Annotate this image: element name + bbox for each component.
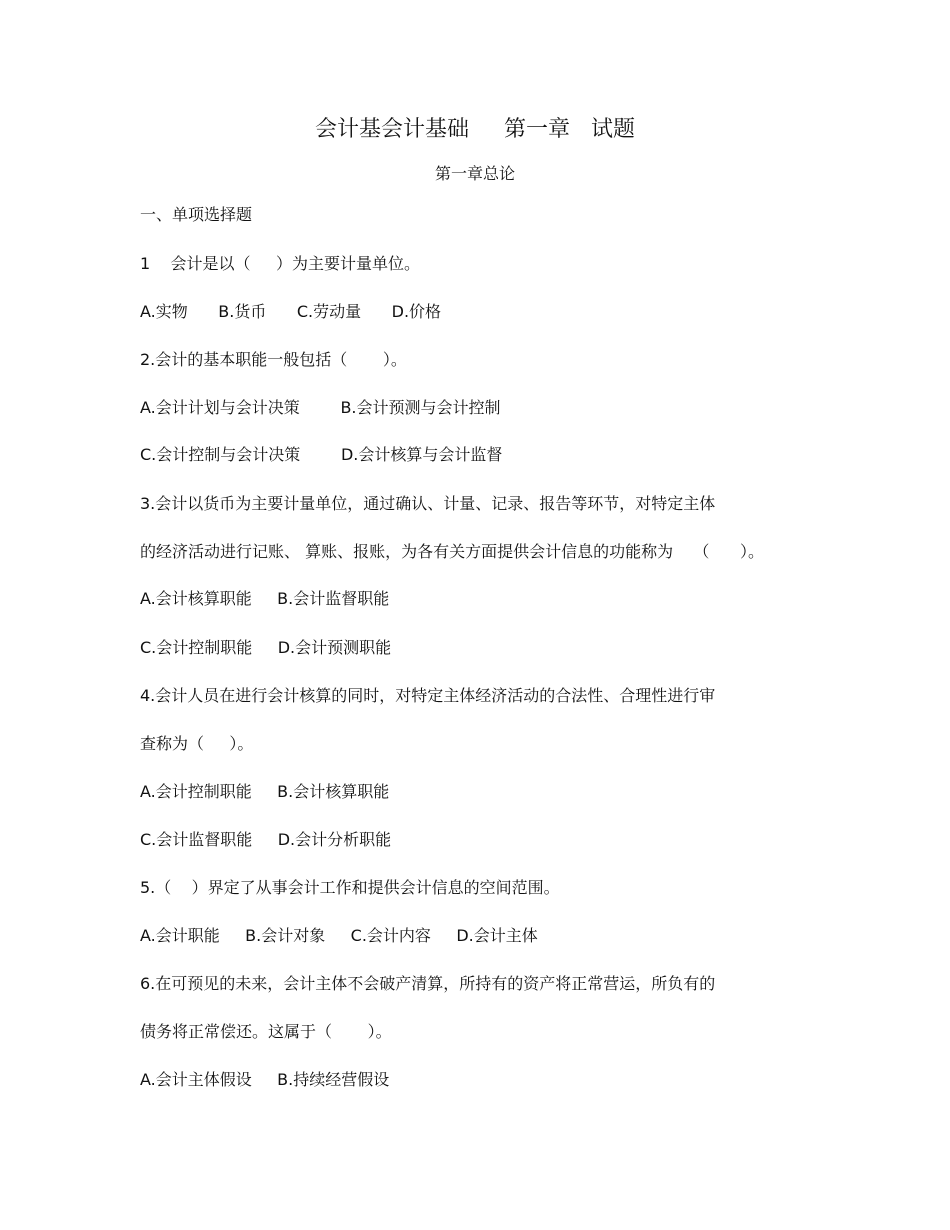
question-1: 1 会计是以（ ）为主要计量单位。 [140,254,420,273]
chapter-subtitle: 第一章总论 [434,164,515,183]
question-3-line-2: 的经济活动进行记账、 算账、报账，为各有关方面提供会计信息的功能称为 （ ）。 [140,542,764,561]
question-4-line-1: 4.会计人员在进行会计核算的同时，对特定主体经济活动的合法性、合理性进行审 [140,686,716,705]
question-6-line-2: 债务将正常偿还。这属于（ ）。 [140,1022,392,1041]
question-6-options: A.会计主体假设 B.持续经营假设 [140,1070,390,1089]
question-2-options-cd: C.会计控制与会计决策 D.会计核算与会计监督 [140,445,503,464]
question-4-options-cd: C.会计监督职能 D.会计分析职能 [140,830,392,849]
section-heading: 一、单项选择题 [140,205,253,224]
question-5-options: A.会计职能 B.会计对象 C.会计内容 D.会计主体 [140,926,538,945]
question-2: 2.会计的基本职能一般包括（ ）。 [140,350,407,369]
question-4-options-ab: A.会计控制职能 B.会计核算职能 [140,782,390,801]
question-4-line-2: 查称为（ ）。 [140,734,254,753]
document-title: 会计基会计基础 第一章 试题 [315,117,635,142]
question-3-line-1: 3.会计以货币为主要计量单位，通过确认、计量、记录、报告等环节，对特定主体 [140,494,716,513]
question-3-options-ab: A.会计核算职能 B.会计监督职能 [140,589,390,608]
question-6-line-1: 6.在可预见的未来，会计主体不会破产清算，所持有的资产将正常营运，所负有的 [140,974,716,993]
question-5: 5.（ ）界定了从事会计工作和提供会计信息的空间范围。 [140,878,560,897]
question-2-options-ab: A.会计计划与会计决策 B.会计预测与会计控制 [140,398,501,417]
question-3-options-cd: C.会计控制职能 D.会计预测职能 [140,638,392,657]
question-1-options: A.实物 B.货币 C.劳动量 D.价格 [140,302,442,321]
